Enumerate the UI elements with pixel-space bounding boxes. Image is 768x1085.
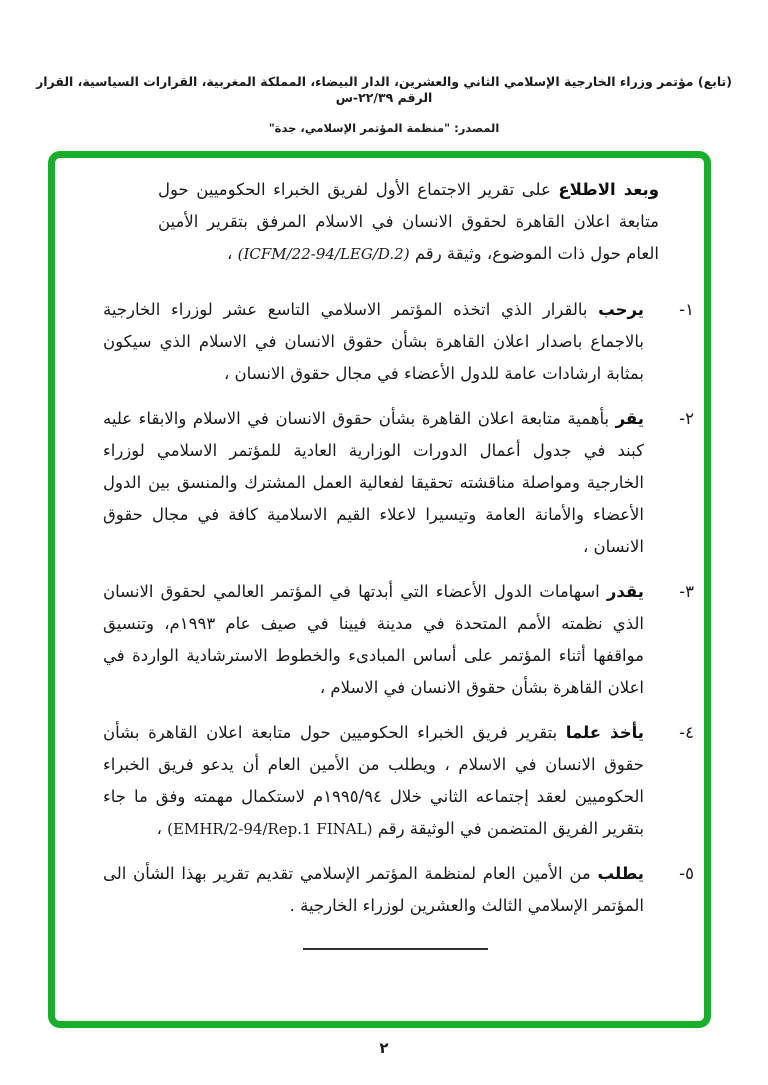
preamble-paragraph bbox=[158, 174, 659, 270]
item-lead: يطلب bbox=[597, 864, 644, 883]
item-number: ٤- bbox=[679, 723, 694, 742]
preamble-lead: وبعد الاطلاع bbox=[558, 180, 660, 199]
item-body-text: اسهامات الدول الأعضاء التي أبدتها في المؤتمر العالمي لحقوق الانسان الذي نظمته الأمم المتحدة في مدينة فيينا في صيف عام ١٩٩٣م، وتنسيق مواقفها أثناء المؤتمر على أساس المبادىء والخطوط الاسترشادية الواردة في اعلان القاهرة بشأن حقوق الانسان في الاسلام ، bbox=[103, 582, 644, 697]
preamble-reference-suffix: ، bbox=[227, 244, 238, 263]
item-text bbox=[103, 294, 644, 390]
separator-line bbox=[303, 948, 488, 950]
resolution-item-2 bbox=[103, 403, 694, 563]
item-text bbox=[103, 858, 644, 922]
item-reference-suffix: ، bbox=[156, 819, 168, 838]
page-number: ٢ bbox=[379, 1039, 389, 1057]
conference-title-line: (تابع) مؤتمر وزراء الخارجية الإسلامي الثاني والعشرين، الدار البيضاء، المملكة المغربية، القرارات السياسية، القرار الرقم ٢٢/٣٩-س bbox=[36, 74, 732, 105]
resolution-item-1 bbox=[103, 294, 694, 390]
item-number: ١- bbox=[679, 300, 694, 319]
item-lead: يقدر bbox=[606, 582, 644, 601]
item-body-text: بالقرار الذي اتخذه المؤتمر الاسلامي التاسع عشر لوزراء الخارجية بالاجماع باصدار اعلان القاهرة بشأن حقوق الانسان في الاسلام الذي سيكون بمثابة ارشادات عامة للدول الأعضاء في مجال حقوق الانسان ، bbox=[103, 300, 644, 383]
item-lead: يرحب bbox=[598, 300, 644, 319]
document-reference-icfm: (ICFM/22-94/LEG/D.2) bbox=[237, 245, 410, 263]
item-text bbox=[103, 576, 644, 704]
item-text bbox=[103, 403, 644, 563]
green-border-frame bbox=[48, 151, 711, 1028]
item-number: ٢- bbox=[679, 409, 694, 428]
item-lead: يقر bbox=[615, 409, 644, 428]
item-body-text: من الأمين العام لمنظمة المؤتمر الإسلامي تقديم تقرير بهذا الشأن الى المؤتمر الإسلامي الثالث والعشرين لوزراء الخارجية . bbox=[103, 864, 644, 915]
item-text bbox=[103, 717, 644, 845]
document-reference-emhr: (EMHR/2-94/Rep.1 FINAL) bbox=[167, 820, 373, 838]
source-line: المصدر: "منظمة المؤتمر الإسلامي، جدة" bbox=[268, 121, 500, 135]
item-body-text: بتقرير فريق الخبراء الحكوميين حول متابعة اعلان القاهرة بشأن حقوق الانسان في الاسلام ، ويطلب من الأمين العام أن يدعو فريق الخبراء الحكوميين لعقد إجتماعه الثاني خلال ١٩٩٥/٩٤م لاستكمال مهمته وفق ما جاء بتقرير الفريق المتضمن في الوثيقة رقم bbox=[103, 723, 644, 838]
resolution-item-5 bbox=[103, 858, 694, 922]
document-header bbox=[0, 0, 768, 135]
item-lead: يأخذ علما bbox=[565, 723, 644, 742]
resolution-body bbox=[55, 158, 704, 950]
item-number: ٥- bbox=[679, 864, 694, 883]
item-number: ٣- bbox=[679, 582, 694, 601]
resolution-item-3 bbox=[103, 576, 694, 704]
resolution-item-4 bbox=[103, 717, 694, 845]
preamble-text: على تقرير الاجتماع الأول لفريق الخبراء الحكوميين حول متابعة اعلان القاهرة لحقوق الانسان في الاسلام المرفق بتقرير الأمين العام حول ذات الموضوع، وثيقة رقم bbox=[158, 180, 659, 263]
item-body-text: بأهمية متابعة اعلان القاهرة بشأن حقوق الانسان في الاسلام والابقاء عليه كبند في جدول أعمال الدورات الوزارية العادية للمؤتمر الاسلامي لوزراء الخارجية ومواصلة مناقشته تحقيقا لفعالية العمل المشترك والمنسق بين الدول الأعضاء والأمانة العامة وتيسيرا لاعلاء القيم الاسلامية كافة في مجال حقوق الانسان ، bbox=[103, 409, 644, 556]
